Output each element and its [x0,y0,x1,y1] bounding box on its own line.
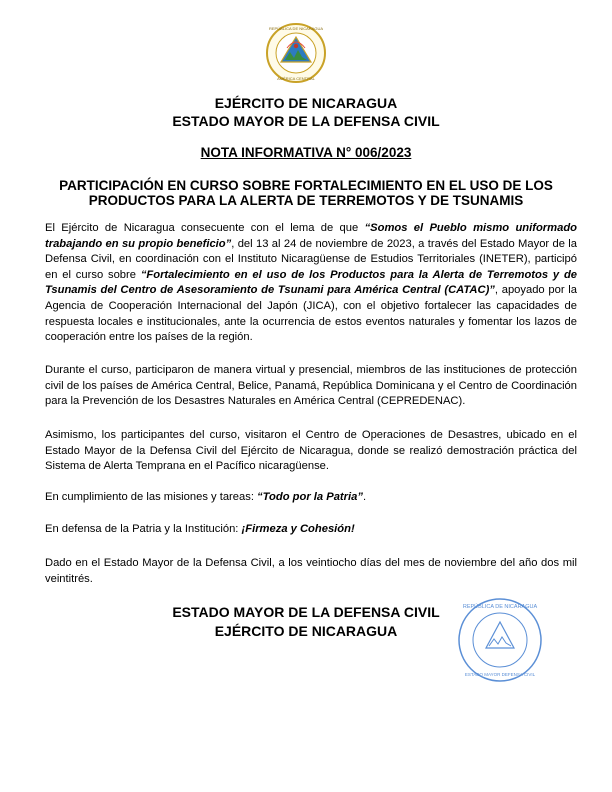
coat-of-arms-seal [265,22,327,84]
p4-motto: “Todo por la Patria” [257,491,363,503]
p1-course-name: “Fortalecimiento en el uso de los Productos para la Alerta de Terremotos y de Tsunamis del Centro de Asesoramiento de Tsunami para América Central (CATAC)” [45,268,577,297]
note-heading-line2: PRODUCTOS PARA LA ALERTA DE TERREMOTOS Y DE TSUNAMIS [88,193,524,208]
paragraph-2: Durante el curso, participaron de manera virtual y presencial, miembros de las instituciones de protección civil de los países de América Central, Belice, Panamá, República Dominicana y el Centro de Coordinación para la Prevención de los Desastres Naturales en América Central (CEPREDENAC). [45,364,577,408]
paragraph-6: Dado en el Estado Mayor de la Defensa Civil, a los veintiocho días del mes de noviembre del año dos mil veintitrés. [45,557,577,585]
p5-motto: ¡Firmeza y Cohesión! [241,523,355,535]
p1-text-c: , del 13 al 24 de noviembre de 2023, a través del Estado Mayor de la Defensa Civil, en coordinación con el Instituto Nicaragüense de Estudios Territoriales (INETER), participó en el curso sobre [45,237,578,281]
p1-text-a: El Ejército de Nicaragua consecuente con el lema de que [45,222,365,234]
paragraph-5 [45,522,577,538]
org-name-army: EJÉRCITO DE NICARAGUA [214,95,398,111]
p5-text-a: En defensa de la Patria y la Institución: [45,523,242,535]
signature-line-2: EJÉRCITO DE NICARAGUA [214,623,398,639]
org-name-civil-defense: ESTADO MAYOR DE LA DEFENSA CIVIL [172,113,440,129]
note-heading-line1: PARTICIPACIÓN EN CURSO SOBRE FORTALECIMIENTO EN EL USO DE LOS [59,178,553,193]
svg-text:REPÚBLICA DE NICARAGUA: REPÚBLICA DE NICARAGUA [268,26,324,31]
p1-text-e: , apoyado por la Agencia de Cooperación Internacional del Japón (JICA), con el objetivo fortalecer las capacidades de respuesta locales e institucionales, ante la ocurrencia de estos eventos naturales y fomentar los lazos de cooperación entre los países de la región. [45,284,577,344]
paragraph-4 [45,490,577,506]
official-stamp [456,596,544,684]
p4-text-a: En cumplimiento de las misiones y tareas: [45,491,258,503]
svg-text:REPÚBLICA DE NICARAGUA: REPÚBLICA DE NICARAGUA [462,604,538,610]
p4-text-c: . [362,491,367,503]
p1-motto: “Somos el Pueblo mismo uniformado trabajando en su propio beneficio” [45,222,577,250]
svg-text:ESTADO MAYOR DEFENSA CIVIL: ESTADO MAYOR DEFENSA CIVIL [464,672,536,677]
note-title: NOTA INFORMATIVA N° 006/2023 [200,145,412,160]
note-heading [45,178,567,208]
paragraph-1 [45,221,577,346]
paragraph-3: Asimismo, los participantes del curso, visitaron el Centro de Operaciones de Desastres, ubicado en el Estado Mayor de la Defensa Civil del Ejército de Nicaragua, donde se realizó demostración práctica del Sistema de Alerta Temprana en el Pacífico nicaragüense. [45,429,577,473]
signature-line-1: ESTADO MAYOR DE LA DEFENSA CIVIL [172,604,440,620]
svg-text:AMÉRICA CENTRAL: AMÉRICA CENTRAL [277,76,315,81]
